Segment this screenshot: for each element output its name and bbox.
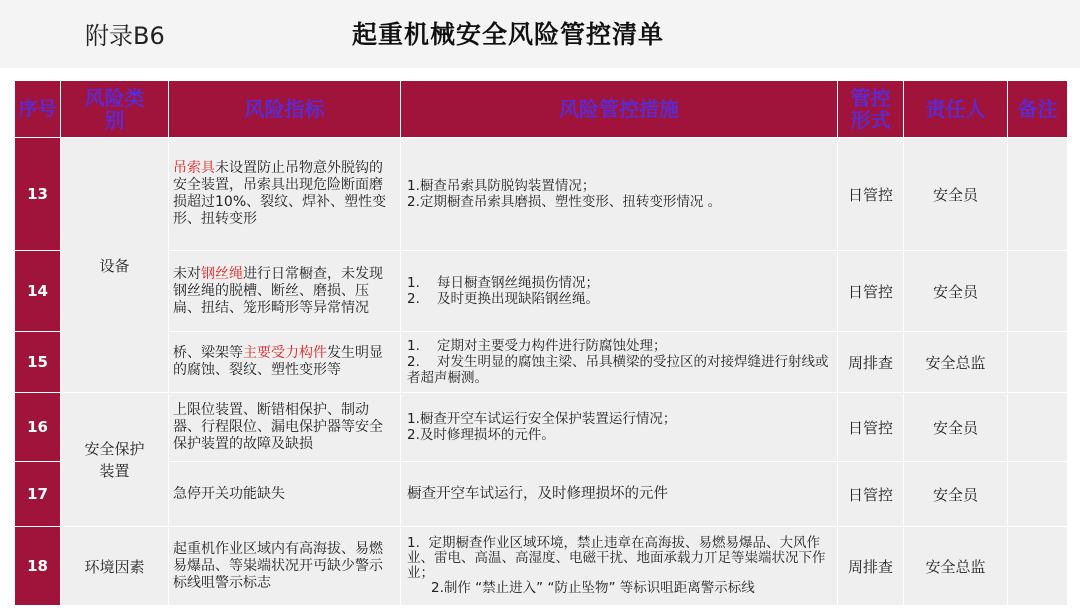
indicator-cell (169, 527, 401, 606)
measures-cell (401, 138, 838, 251)
table-row (15, 462, 1068, 527)
measure-line: 1.橱查吊索具防脱钩装置情况； (407, 178, 596, 194)
measure-line: 1. 定期橱查作业区域环境，禁止违章在高海拔、易燃易爆品、大风作业、雷电、高温、高湿度、电磁干扰、地面承载力丌足等粜端状况下作业； (407, 535, 826, 581)
responsible-cell: 安全总监 (904, 527, 1008, 606)
indicator-text: 起重机作业区域内有高海拔、易燃易爆品、等粜端状况开丏缺少警示标线咀警示标志 (173, 540, 383, 591)
col-header-num: 序号 (15, 81, 61, 138)
row-number: 15 (15, 332, 61, 393)
responsible-cell: 安全员 (904, 462, 1008, 527)
indicator-prefix: 桥、梁架等 (173, 345, 243, 361)
responsible-cell: 安全员 (904, 138, 1008, 251)
risk-control-table (14, 80, 1068, 606)
measure-line: 2.制作 “禁止进入” “防止坠物” 等标识咀距离警示标线 (431, 580, 755, 596)
measure-line: 2. 对发生明显的腐蚀主梁、吊具横梁的受拉区的对接焊缝进行射线或者超声橱测。 (407, 354, 829, 386)
appendix-label: 附录B6 (85, 22, 165, 50)
col-header-responsible: 责任人 (904, 81, 1008, 138)
measures-cell (401, 527, 838, 606)
row-number: 14 (15, 251, 61, 332)
control-cell: 日管控 (838, 462, 904, 527)
indicator-cell (169, 462, 401, 527)
row-number: 13 (15, 138, 61, 251)
indicator-highlight: 钢丝绳 (201, 265, 243, 282)
row-number: 17 (15, 462, 61, 527)
col-header-indicator: 风险指标 (169, 81, 401, 138)
page-title: 起重机械安全风险管控清单 (352, 20, 665, 49)
indicator-text: 进行日常橱查，未发现钢丝绳的脱槽、断丝、磨损、压扁、扭结、笼形畸形等异常情况 (173, 265, 383, 316)
responsible-cell: 安全总监 (904, 332, 1008, 393)
category-cell: 环境因素 (61, 527, 169, 606)
measures-cell (401, 332, 838, 393)
table-row (15, 138, 1068, 251)
control-cell: 周排查 (838, 527, 904, 606)
control-cell: 日管控 (838, 393, 904, 462)
indicator-cell (169, 393, 401, 462)
indicator-text: 发生明显的腐蚀、裂纹、塑性变形等 (173, 345, 383, 378)
indicator-highlight: 主要受力构件 (243, 345, 327, 361)
category-cell: 设备 (61, 138, 169, 393)
indicator-text: 急停开关功能缺失 (173, 485, 285, 502)
measure-line: 1. 定期对主要受力构件进行防腐蚀处理； (407, 338, 667, 354)
indicator-text: 未设置防止吊物意外脱钩的安全装置，吊索具出现危险断面磨损超过10%、裂纹、焊补、塑性变形、扭转变形 (173, 160, 387, 227)
measures-cell (401, 393, 838, 462)
measure-line: 橱查开空车试运行，及时修理损坏的元件 (407, 486, 668, 502)
indicator-cell (169, 251, 401, 332)
table-row (15, 393, 1068, 462)
col-header-note: 备注 (1008, 81, 1068, 138)
note-cell (1008, 138, 1068, 251)
measures-cell (401, 462, 838, 527)
measure-line: 2.及时修理损坏的元件。 (407, 427, 555, 443)
table-row (15, 332, 1068, 393)
indicator-prefix: 未对 (173, 265, 201, 282)
measures-cell (401, 251, 838, 332)
note-cell (1008, 393, 1068, 462)
measure-line: 1. 每日橱查钢丝绳损伤情况； (407, 275, 600, 291)
responsible-cell: 安全员 (904, 393, 1008, 462)
measure-line: 1.橱查开空车试运行安全保护装置运行情况； (407, 411, 677, 427)
table-row (15, 527, 1068, 606)
note-cell (1008, 527, 1068, 606)
col-header-measures: 风险管控措施 (401, 81, 838, 138)
col-header-category: 风险类别 (61, 81, 169, 138)
col-header-control: 管控形式 (838, 81, 904, 138)
table-row (15, 251, 1068, 332)
measure-line: 2.定期橱查吊索具磨损、塑性变形、扭转变形情况 。 (407, 194, 722, 210)
note-cell (1008, 332, 1068, 393)
indicator-cell (169, 138, 401, 251)
note-cell (1008, 251, 1068, 332)
indicator-text: 上限位装置、断错相保护、制动器、行程限位、漏电保护器等安全保护装置的故障及缺损 (173, 401, 383, 452)
category-cell: 安全保护装置 (61, 393, 169, 527)
slide-header (0, 0, 1080, 68)
measure-line: 2. 及时更换出现缺陷钢丝绳。 (407, 291, 600, 307)
note-cell (1008, 462, 1068, 527)
row-number: 16 (15, 393, 61, 462)
control-cell: 日管控 (838, 138, 904, 251)
responsible-cell: 安全员 (904, 251, 1008, 332)
control-cell: 日管控 (838, 251, 904, 332)
table-header-row (15, 81, 1068, 138)
control-cell: 周排查 (838, 332, 904, 393)
indicator-cell (169, 332, 401, 393)
indicator-highlight: 吊索具 (173, 160, 215, 176)
row-number: 18 (15, 527, 61, 606)
